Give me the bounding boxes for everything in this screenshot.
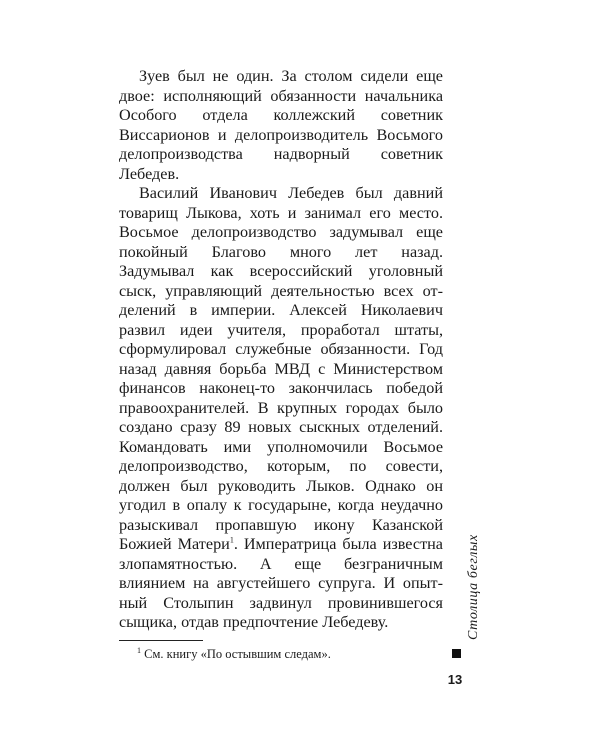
page-number: 13 xyxy=(447,672,463,687)
body-text xyxy=(119,67,443,633)
running-title: Столица беглых xyxy=(466,534,481,640)
footnote-divider xyxy=(119,640,203,641)
footnote-number: 1 xyxy=(137,645,141,655)
paragraph-2-continued: Императрица была известна злопамятностью. А еще безграничным влиянием на августейшего супруга. И опытный Столыпин задвинул провинившегося сыщика, отдав предпочтение Лебедеву. xyxy=(119,535,443,631)
footnote xyxy=(137,647,331,662)
section-square-icon xyxy=(452,649,461,658)
footnote-text: См. книгу «По остывшим следам». xyxy=(144,647,331,661)
paragraph-2-text: Василий Иванович Лебедев был давний товарищ Лыкова, хоть и занимал его место. Восьмое делопроизводство задумывал еще покойный Благово много лет назад. Задумывал как всероссийский уголовный сыск, управляющий деятельностью всех отделений в империи. Алексей Николаевич развил идеи учителя, проработал штаты, сформулировал служебные обязанности. Год назад давняя борьба МВД с Министерством финансов наконец-то закончилась победой правоохранителей. В крупных городах было создано сразу 89 новых сыскных отделений. Командовать ими уполномочили Восьмое делопроизводство, которым, по совести, должен был руководить Лыков. Однако он угодил в опалу к государыне, когда неудачно разыскивал пропавшую икону Казанской Божией Матери xyxy=(119,184,443,553)
footnote-reference: 1 xyxy=(229,535,234,545)
paragraph-2: Василий Иванович Лебедев был давний товарищ Лыкова, хоть и занимал его место. Восьмое делопроизводство задумывал еще покойный Благово много лет назад. Задумывал как всероссийский уголовный сыск, управляющий деятельностью всех отделений в империи. Алексей Николаевич развил идеи учителя, проработал штаты, сформулировал служебные обязанности. Год назад давняя борьба МВД с Министерством финансов наконец-то закончилась победой правоохранителей. В крупных городах было создано сразу 89 новых сыскных отделений. Командовать ими уполномочили Восьмое делопроизводство, которым, по совести, должен был руководить Лыков. Однако он угодил в опалу к государыне, когда неудачно разыскивал пропавшую икону Казанской Божией Матери$^1$. Императрица была известна злопамятностью. А еще безграничным влиянием на августейшего супруга. И опытный Столыпин задвинул провинившегося сыщика, отдав предпочтение Лебедеву. xyxy=(119,184,443,631)
paragraph-1: Зуев был не один. За столом сидели еще двое: исполняющий обязанности начальника Особого отдела коллежский советник Виссарионов и делопроизводитель Восьмого делопроизводства надворный советник Лебедев. xyxy=(119,67,443,183)
